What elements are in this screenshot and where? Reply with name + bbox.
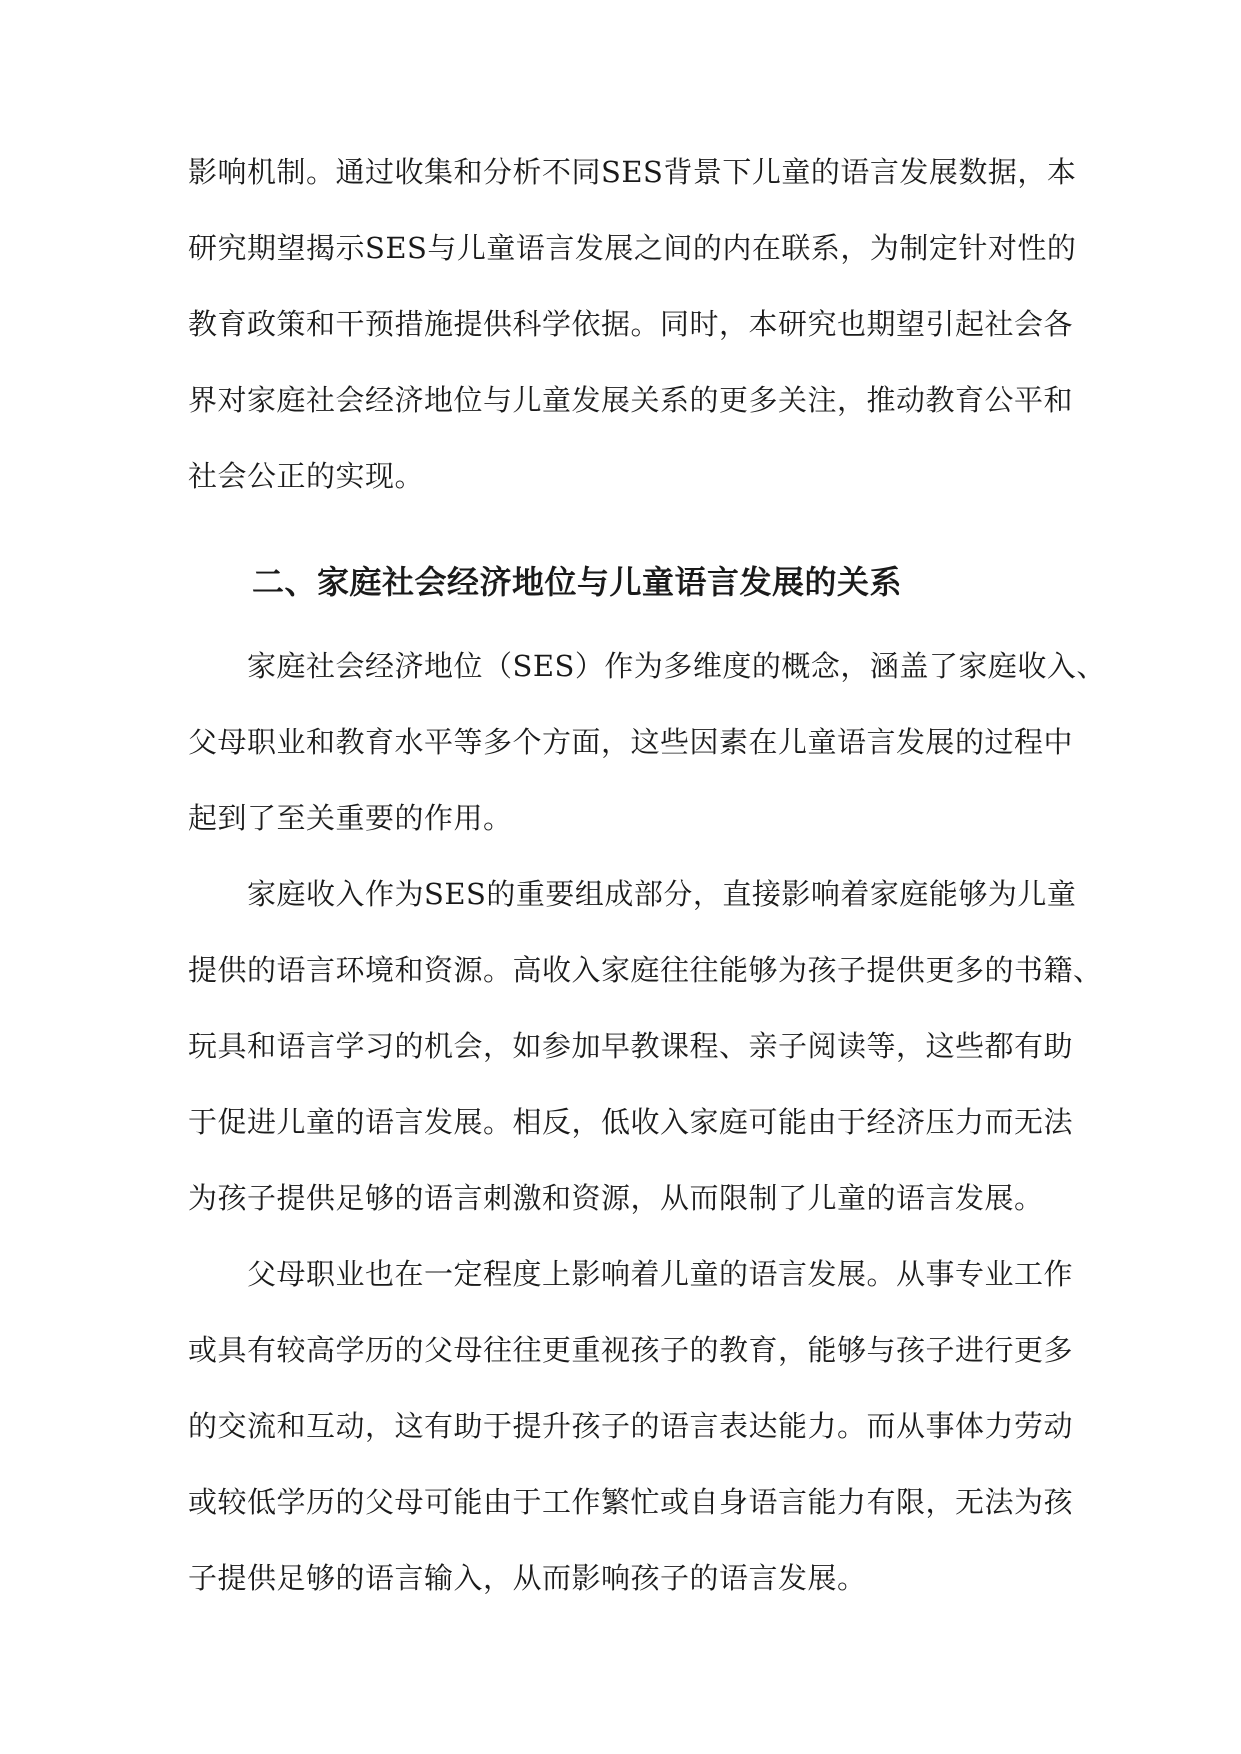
paragraph-line: 或较低学历的父母可能由于工作繁忙或自身语言能力有限，无法为孩	[188, 1485, 1074, 1519]
paragraph-line: 或具有较高学历的父母往往更重视孩子的教育，能够与孩子进行更多	[188, 1333, 1074, 1367]
paragraph-line: 于促进儿童的语言发展。相反，低收入家庭可能由于经济压力而无法	[188, 1105, 1074, 1139]
section-heading: 二、家庭社会经济地位与儿童语言发展的关系	[252, 563, 903, 601]
paragraph-line: 家庭社会经济地位（SES）作为多维度的概念，涵盖了家庭收入、	[247, 649, 1106, 683]
paragraph-line: 界对家庭社会经济地位与儿童发展关系的更多关注，推动教育公平和	[188, 383, 1074, 417]
paragraph-line: 起到了至关重要的作用。	[188, 801, 513, 835]
paragraph-line: 提供的语言环境和资源。高收入家庭往往能够为孩子提供更多的书籍、	[188, 953, 1103, 987]
paragraph-line: 研究期望揭示SES与儿童语言发展之间的内在联系，为制定针对性的	[188, 231, 1077, 265]
paragraph-line: 父母职业也在一定程度上影响着儿童的语言发展。从事专业工作	[247, 1257, 1074, 1291]
paragraph-line: 为孩子提供足够的语言刺激和资源，从而限制了儿童的语言发展。	[188, 1181, 1044, 1215]
paragraph-line: 的交流和互动，这有助于提升孩子的语言表达能力。而从事体力劳动	[188, 1409, 1074, 1443]
paragraph-line: 玩具和语言学习的机会，如参加早教课程、亲子阅读等，这些都有助	[188, 1029, 1074, 1063]
paragraph-line: 家庭收入作为SES的重要组成部分，直接影响着家庭能够为儿童	[247, 877, 1077, 911]
paragraph-line: 子提供足够的语言输入，从而影响孩子的语言发展。	[188, 1561, 867, 1595]
paragraph-line: 父母职业和教育水平等多个方面，这些因素在儿童语言发展的过程中	[188, 725, 1074, 759]
paragraph-line: 社会公正的实现。	[188, 459, 425, 493]
paragraph-line: 教育政策和干预措施提供科学依据。同时，本研究也期望引起社会各	[188, 307, 1074, 341]
paragraph-line: 影响机制。通过收集和分析不同SES背景下儿童的语言发展数据，本	[188, 155, 1077, 189]
